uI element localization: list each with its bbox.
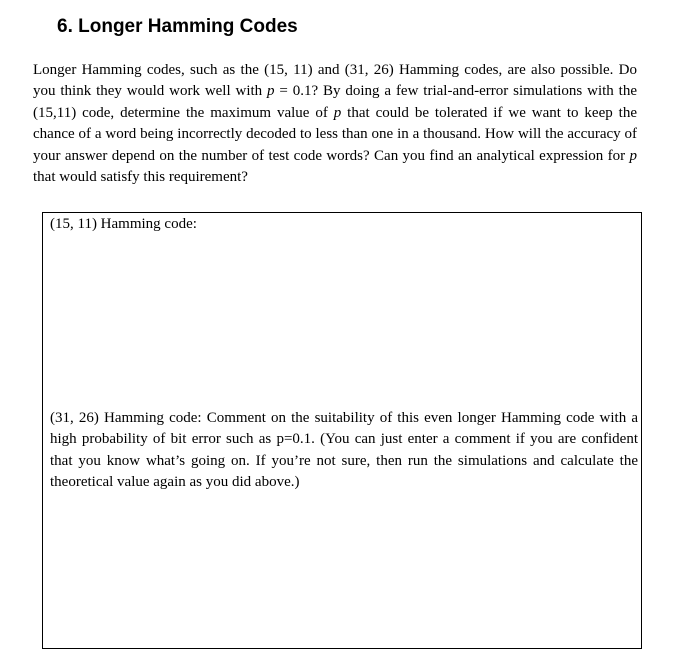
section-heading: 6. Longer Hamming Codes	[57, 16, 298, 37]
intro-text-3: that could be tolerated if we want to keep the chance of a word being incorrectly decoded to less than one in a thousand. How will the accuracy of your answer depend on the number of test code words? Can you find an analytical expression for	[33, 104, 637, 164]
prompt-31-26-hamming: (31, 26) Hamming code: Comment on the suitability of this even longer Hamming code with a high probability of bit error such as p=0.1. (You can just enter a comment if you are confident that you know what’s going on. If you’re not sure, then run the simulations and calculate the theoretical value again as you did above.)	[50, 410, 638, 491]
intro-paragraph	[33, 60, 637, 188]
variable-p: p	[629, 147, 637, 164]
prompt-15-11-hamming: (15, 11) Hamming code:	[50, 216, 197, 232]
intro-text-2: = 0.1? By doing a few trial-and-error simulations with the (15,11) code, determine the maximum value of	[33, 83, 637, 121]
variable-p: p	[267, 83, 275, 100]
intro-text-4: that would satisfy this requirement?	[33, 169, 248, 186]
answer-box[interactable]	[42, 212, 642, 649]
variable-p: p	[333, 104, 342, 121]
intro-text-1: Longer Hamming codes, such as the (15, 11) and (31, 26) Hamming codes, are also possible. Do you think they would work well with	[33, 62, 637, 100]
